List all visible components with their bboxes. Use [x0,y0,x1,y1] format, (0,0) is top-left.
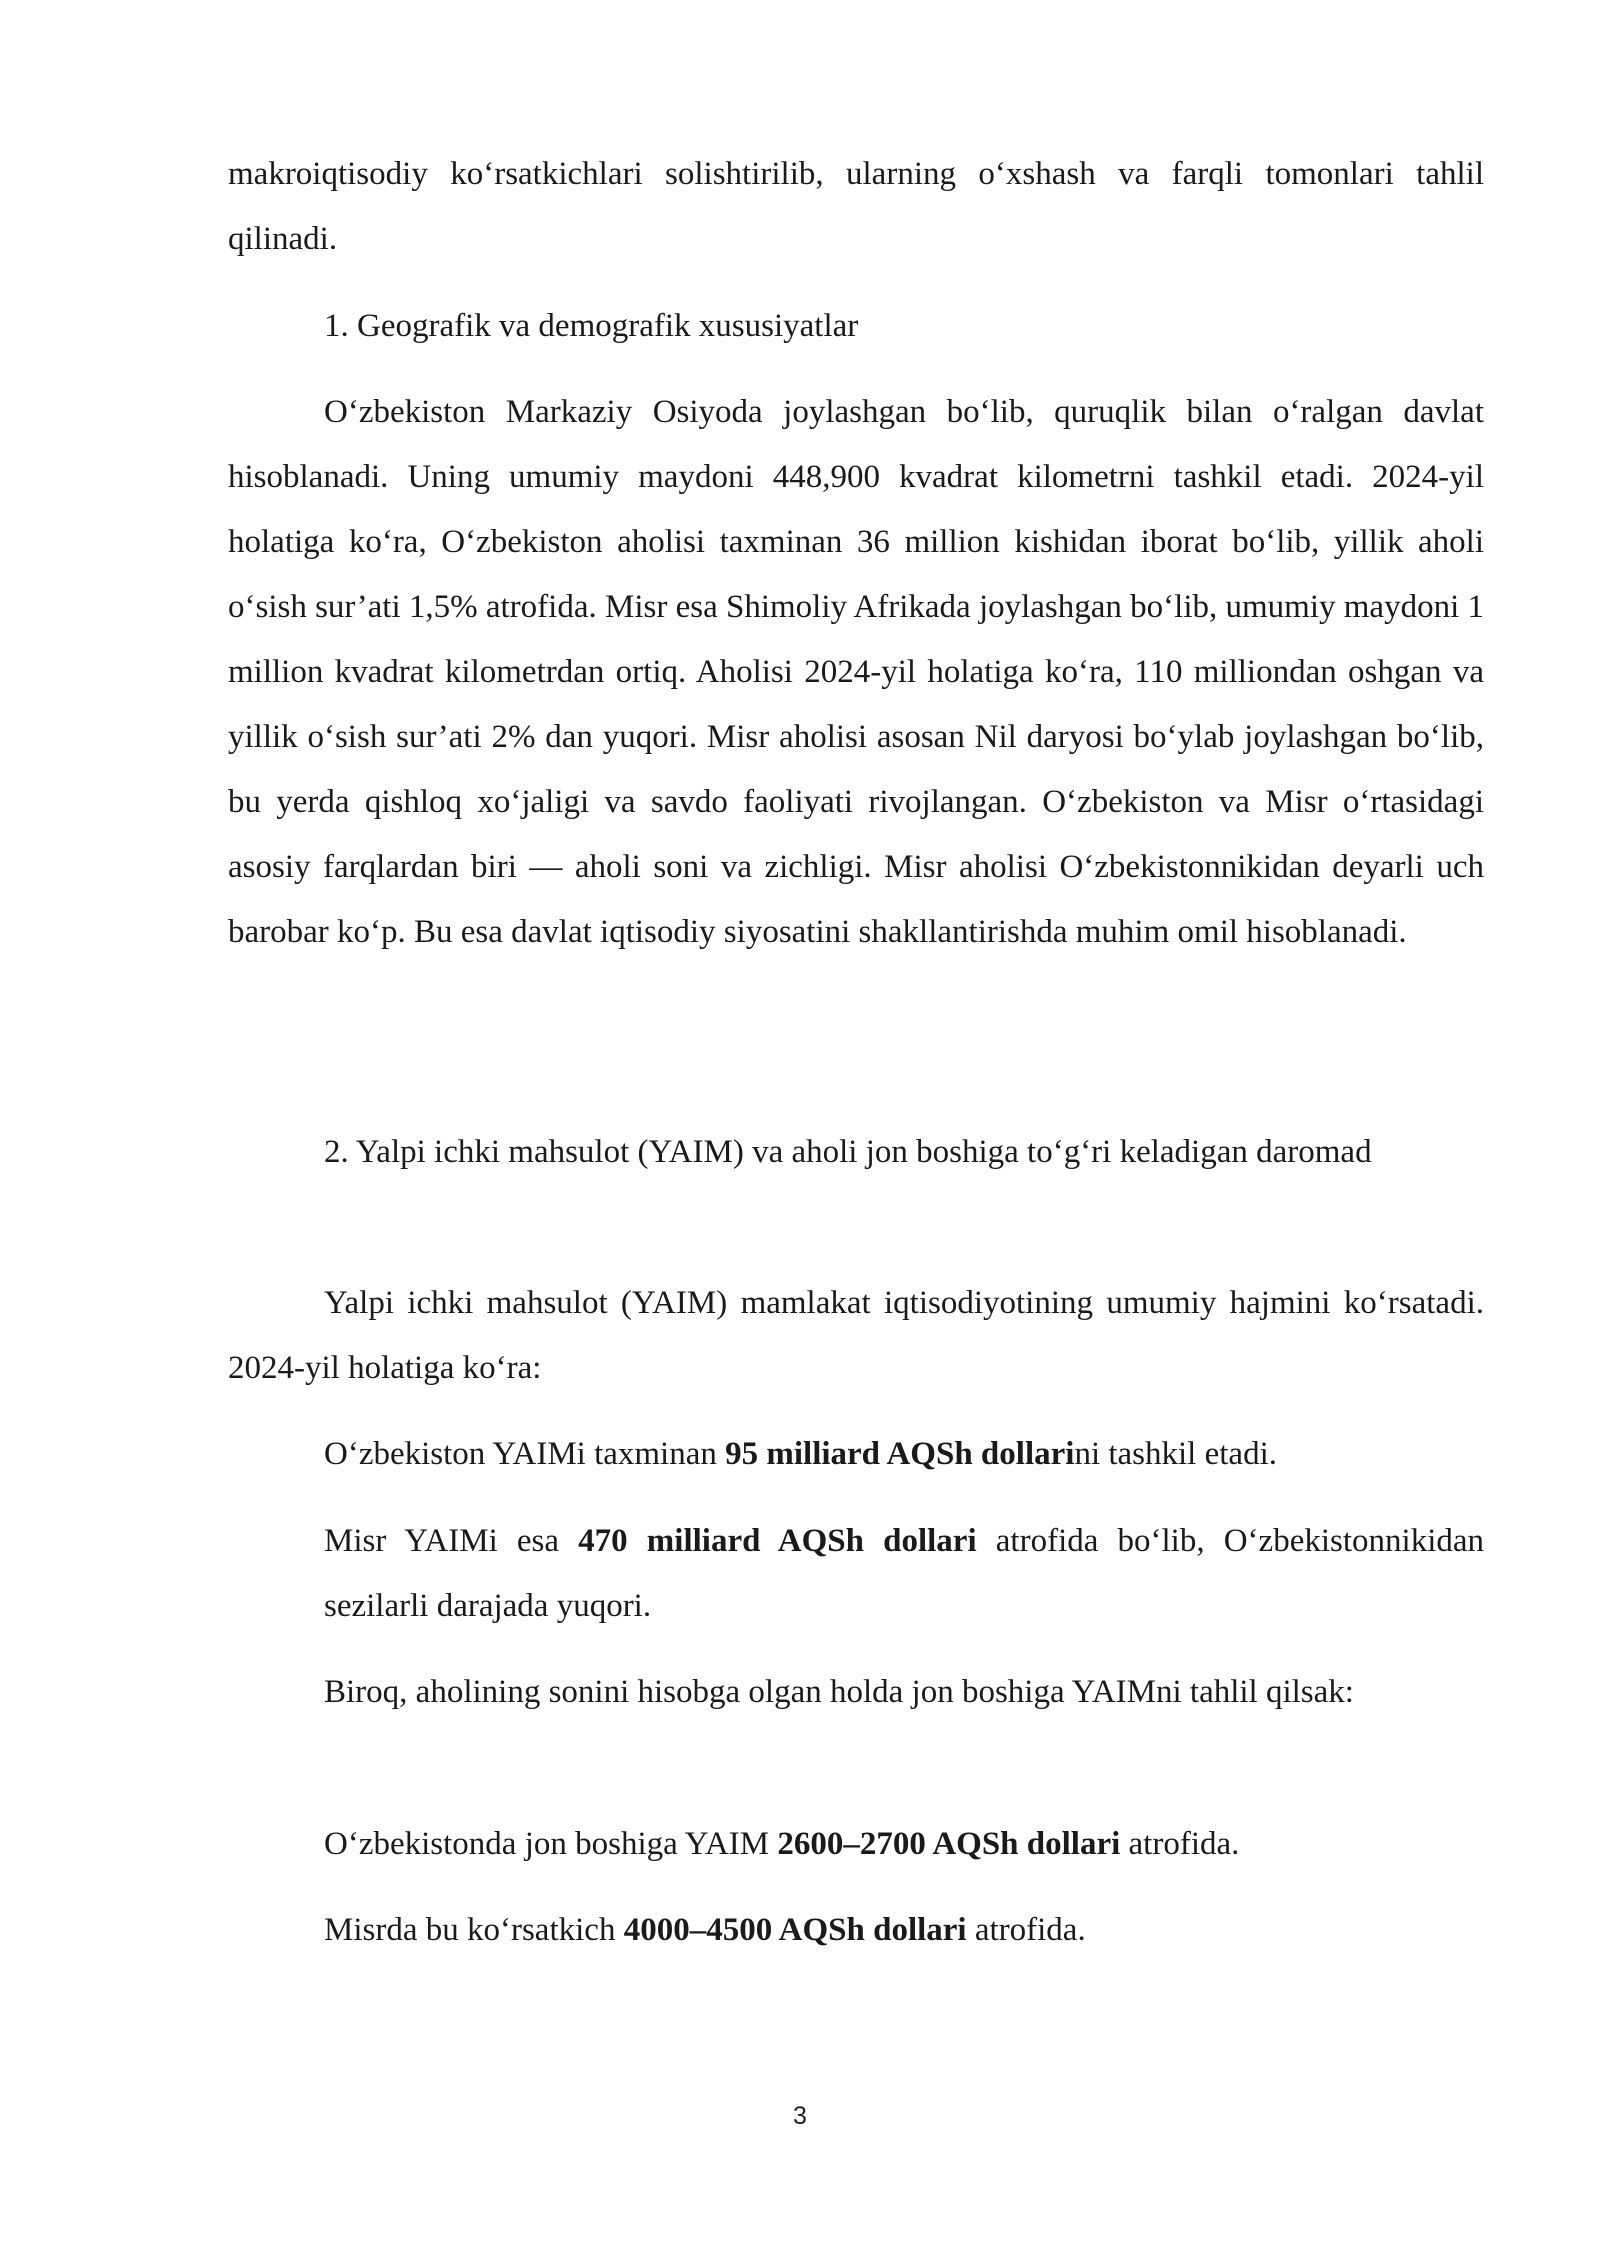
item-text: Misr YAIMi esa [324,1523,579,1559]
item-text: O‘zbekiston YAIMi taxminan [324,1436,726,1472]
section-heading-geography: 1. Geografik va demografik xususiyatlar [324,308,859,344]
geography-paragraph: O‘zbekiston Markaziy Osiyoda joylashgan bo‘lib, quruqlik bilan o‘ralgan davlat hisoblanadi. Uning umumiy maydoni 448,900 kvadrat kilometrni tashkil etadi. 2024-yil holatiga ko‘ra, O‘zbekiston aholisi taxminan 36 million kishidan iborat bo‘lib, yillik aholi o‘sish sur’ati 1,5% atrofida. Misr esa Shimoliy Afrikada joylashgan bo‘lib, umumiy maydoni 1 million kvadrat kilometrdan ortiq. Aholisi 2024-yil holatiga ko‘ra, 110 milliondan oshgan va yillik o‘sish sur’ati 2% dan yuqori. Misr aholisi asosan Nil daryosi bo‘ylab joylashgan bo‘lib, bu yerda qishloq xo‘jaligi va savdo faoliyati rivojlangan. O‘zbekiston va Misr o‘rtasidagi asosiy farqlardan biri — aholi soni va zichligi. Misr aholisi O‘zbekistonnikidan deyarli uch barobar ko‘p. Bu esa davlat iqtisodiy siyosatini shakllantirishda muhim omil hisoblanadi. [228,394,1484,950]
gdp-paragraph: Yalpi ichki mahsulot (YAIM) mamlakat iqtisodiyotining umumiy hajmini ko‘rsatadi. 2024-yil holatiga ko‘ra: [228,1285,1484,1386]
section-heading-gdp: 2. Yalpi ichki mahsulot (YAIM) va aholi jon boshiga to‘g‘ri keladigan daromad [324,1134,1372,1170]
per-capita-paragraph: Biroq, aholining sonini hisobga olgan holda jon boshiga YAIMni tahlil qilsak: [324,1674,1354,1710]
item-text: atrofida bo‘lib, O‘zbekistonnikidan sezilarli darajada yuqori. [324,1523,1485,1624]
list-item-egypt-per-capita [324,1898,1484,1963]
item-text: O‘zbekistonda jon boshiga YAIM [324,1826,778,1862]
page-number: 3 [793,2102,807,2130]
item-text: atrofida. [1120,1826,1240,1862]
list-item-uzbekistan-gdp [324,1422,1484,1487]
intro-paragraph: makroiqtisodiy ko‘rsatkichlari solishtirilib, ularning o‘xshash va farqli tomonlari tahlil qilinadi. [228,156,1484,257]
item-text: Misrda bu ko‘rsatkich [324,1912,624,1948]
item-bold-value: 4000–4500 AQSh dollari [623,1912,967,1948]
list-item-uzbekistan-per-capita [324,1812,1484,1877]
item-bold-value: 2600–2700 AQSh dollari [777,1826,1121,1862]
item-bold-value: 95 milliard AQSh dollari [725,1436,1075,1472]
item-text: ni tashkil etadi. [1074,1436,1277,1472]
item-text: atrofida. [966,1912,1086,1948]
item-bold-value: 470 milliard AQSh dollari [578,1523,977,1559]
list-item-egypt-gdp [324,1509,1484,1639]
